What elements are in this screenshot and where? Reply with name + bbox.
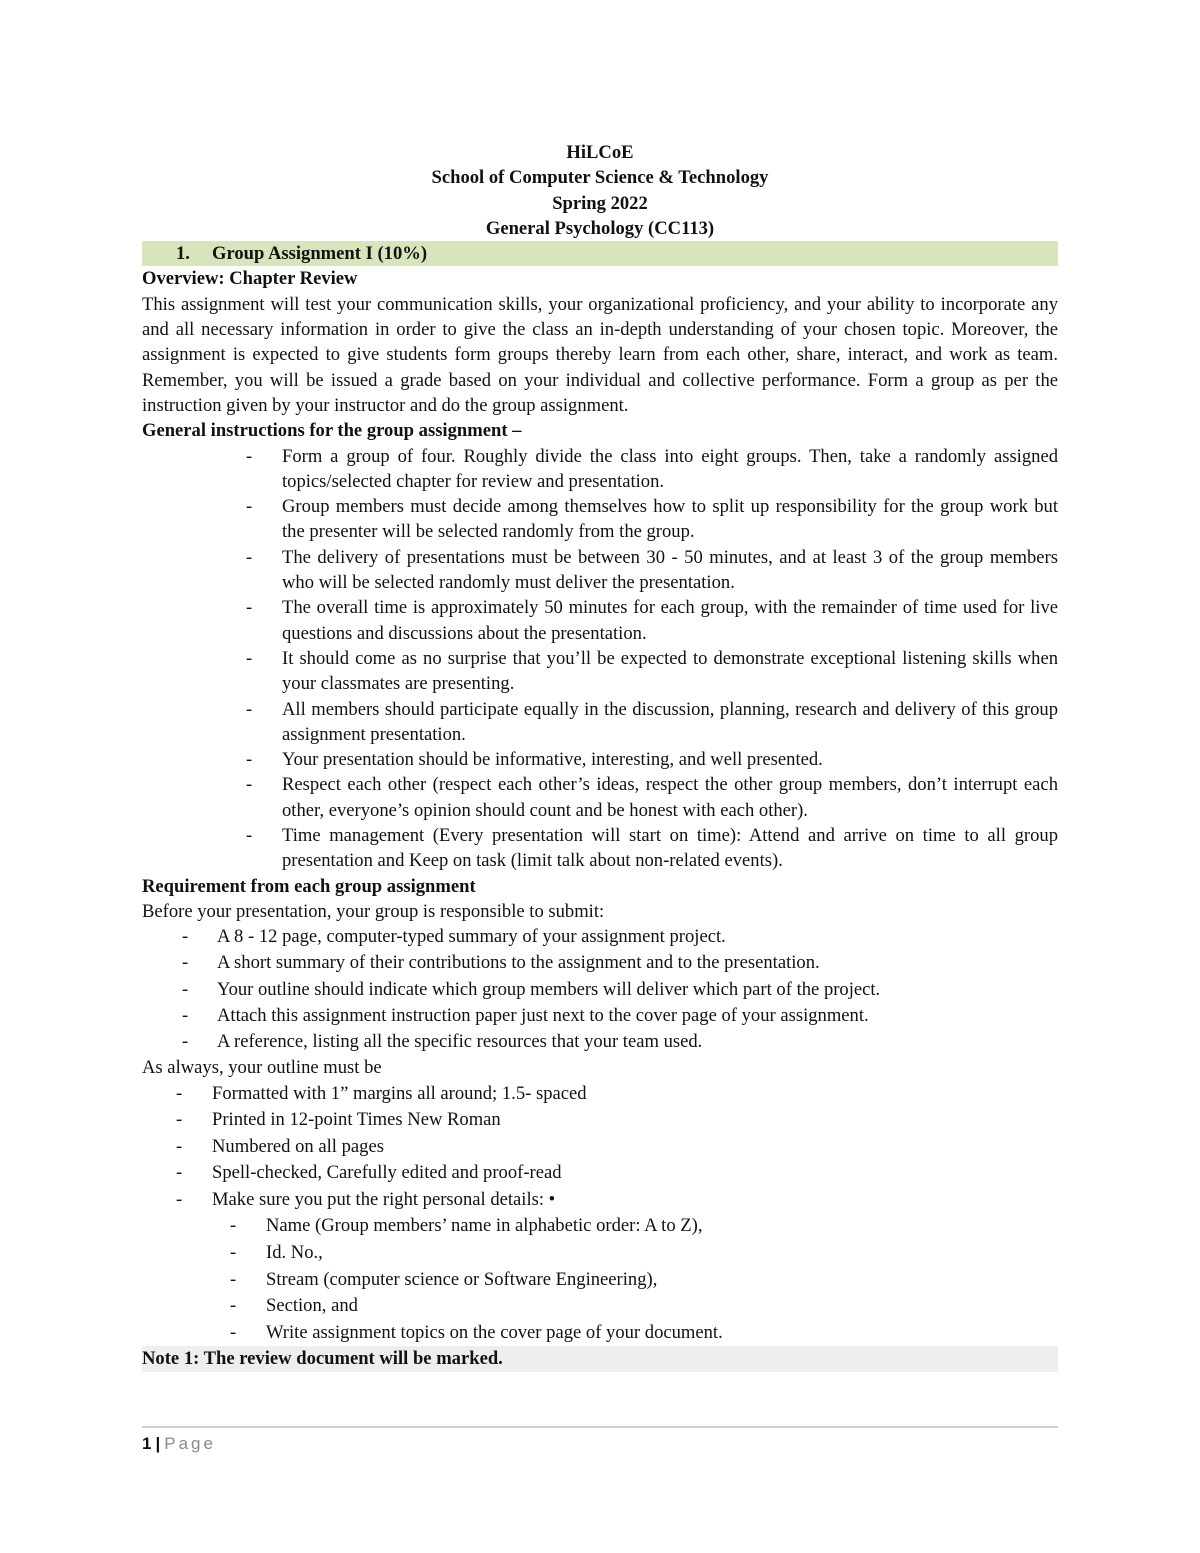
section-number: 1. — [176, 243, 190, 265]
instruction-text: The overall time is approximately 50 minutes for each group, with the remainder of time used for live questions and discussions about the presentation. — [282, 597, 1058, 644]
list-item — [142, 1213, 1058, 1240]
instructions-heading: General instructions for the group assignment – — [142, 420, 522, 442]
bullet-dash: - — [176, 1162, 183, 1184]
list-item — [142, 1267, 1058, 1294]
bullet-dash: - — [182, 978, 189, 1000]
page-label: Page — [164, 1434, 216, 1453]
list-item — [142, 1320, 1058, 1347]
requirement-text: A short summary of their contributions to the assignment and to the presentation. — [217, 952, 820, 974]
bullet-dash: - — [246, 647, 253, 669]
list-item — [142, 1003, 1058, 1029]
requirements-intro: Before your presentation, your group is responsible to submit: — [142, 900, 605, 922]
outline-text: Printed in 12-point Times New Roman — [212, 1109, 501, 1131]
list-item — [142, 950, 1058, 976]
list-item — [142, 1029, 1058, 1055]
header-institution: HiLCoE — [566, 142, 634, 163]
instruction-text: It should come as no surprise that you’ll be expected to demonstrate exceptional listening skills when your classmates are presenting. — [282, 647, 1058, 695]
header-course: General Psychology (CC113) — [485, 217, 715, 239]
instruction-text: Form a group of four. Roughly divide the class into eight groups. Then, take a randomly assigned topics/selected chapter for review and presentation. — [282, 445, 1058, 492]
requirement-text: Attach this assignment instruction paper just next to the cover page of your assignment. — [217, 1004, 869, 1026]
overview-body: This assignment will test your communication skills, your organizational proficiency, and your ability to incorporate any and all necessary information in order to give the class an in-depth understanding of your chosen topic. Moreover, the assignment is expected to give students form groups thereby learn from each other, share, interact, and work as team. Remember, you will be issued a grade based on your individual and collective performance. Form a group as per the instruction given by your instructor and do the group assignment. — [142, 293, 1058, 416]
page-number: 1 — [142, 1434, 152, 1453]
requirement-text: A 8 - 12 page, computer-typed summary of your assignment project. — [217, 926, 726, 948]
bullet-dash: - — [182, 1004, 189, 1026]
list-item — [142, 646, 1058, 697]
instruction-text: Time management (Every presentation will start on time): Attend and arrive on time to all group presentation and Keep on task (limit talk about non-related events). — [282, 825, 1058, 872]
footer-divider — [142, 1426, 1058, 1428]
outline-text: Spell-checked, Carefully edited and proof-read — [212, 1162, 562, 1184]
list-item — [142, 545, 1058, 596]
overview-heading: Overview: Chapter Review — [142, 268, 358, 290]
detail-text: Stream (computer science or Software Engineering), — [266, 1268, 658, 1290]
list-item — [142, 494, 1058, 545]
bullet-dash: - — [246, 597, 253, 619]
list-item — [142, 977, 1058, 1003]
bullet-dash: - — [176, 1188, 183, 1210]
list-item — [142, 1081, 1058, 1108]
instruction-text: Respect each other (respect each other’s ideas, respect the other group members, don’t interrupt each other, everyone’s opinion should count and be honest with each other). — [282, 774, 1058, 821]
detail-text: Write assignment topics on the cover page of your document. — [266, 1321, 723, 1343]
detail-text: Section, and — [266, 1295, 358, 1317]
bullet-dash: - — [230, 1268, 237, 1290]
list-item — [142, 1187, 1058, 1214]
bullet-dash: - — [182, 1031, 189, 1053]
bullet-dash: - — [230, 1295, 237, 1317]
outline-text: Make sure you put the right personal details: • — [212, 1188, 556, 1210]
list-item — [142, 1107, 1058, 1134]
requirement-text: Your outline should indicate which group members will deliver which part of the project. — [217, 978, 881, 1000]
bullet-dash: - — [182, 926, 189, 948]
bullet-dash: - — [230, 1215, 237, 1237]
list-item — [142, 697, 1058, 748]
page-content — [142, 140, 1058, 1372]
instruction-text: Your presentation should be informative, interesting, and well presented. — [282, 749, 823, 771]
page-footer — [142, 1434, 216, 1454]
outline-text: Numbered on all pages — [212, 1135, 384, 1157]
requirement-text: A reference, listing all the specific resources that your team used. — [217, 1031, 703, 1053]
outline-intro: As always, your outline must be — [142, 1057, 382, 1079]
bullet-dash: - — [230, 1242, 237, 1264]
detail-text: Id. No., — [266, 1242, 323, 1264]
requirements-heading: Requirement from each group assignment — [142, 875, 476, 897]
bullet-dash: - — [176, 1109, 183, 1131]
note: Note 1: The review document will be marked. — [142, 1346, 1058, 1371]
instructions-list — [142, 444, 1058, 874]
section-heading — [142, 241, 1058, 266]
section-title: Group Assignment I (10%) — [212, 243, 428, 265]
header-school: School of Computer Science & Technology — [431, 167, 769, 189]
list-item — [142, 924, 1058, 950]
list-item — [142, 444, 1058, 495]
bullet-dash: - — [246, 546, 253, 568]
list-item — [142, 1293, 1058, 1320]
list-item — [142, 1240, 1058, 1267]
instruction-text: The delivery of presentations must be between 30 - 50 minutes, and at least 3 of the group members who will be selected randomly must deliver the presentation. — [282, 546, 1058, 594]
bullet-dash: - — [176, 1135, 183, 1157]
list-item — [142, 823, 1058, 874]
bullet-dash: - — [246, 749, 253, 771]
outline-list — [142, 1081, 1058, 1214]
bullet-dash: - — [246, 774, 253, 796]
list-item — [142, 1134, 1058, 1161]
list-item — [142, 747, 1058, 772]
detail-text: Name (Group members’ name in alphabetic order: A to Z), — [266, 1215, 703, 1237]
instruction-text: All members should participate equally in the discussion, planning, research and delivery of this group assignment presentation. — [282, 698, 1058, 745]
bullet-dash: - — [182, 952, 189, 974]
bullet-dash: - — [246, 698, 253, 720]
bullet-dash: - — [176, 1082, 183, 1104]
list-item — [142, 1160, 1058, 1187]
list-item — [142, 772, 1058, 823]
bullet-dash: - — [246, 496, 253, 518]
bullet-dash: - — [246, 445, 253, 467]
outline-text: Formatted with 1” margins all around; 1.5- spaced — [212, 1082, 587, 1104]
footer-separator: | — [155, 1434, 161, 1453]
personal-details-list — [142, 1213, 1058, 1346]
header-term: Spring 2022 — [552, 192, 648, 214]
list-item — [142, 595, 1058, 646]
instruction-text: Group members must decide among themselves how to split up responsibility for the group work but the presenter will be selected randomly from the group. — [282, 496, 1058, 543]
bullet-dash: - — [230, 1321, 237, 1343]
requirements-list — [142, 924, 1058, 1055]
bullet-dash: - — [246, 825, 253, 847]
